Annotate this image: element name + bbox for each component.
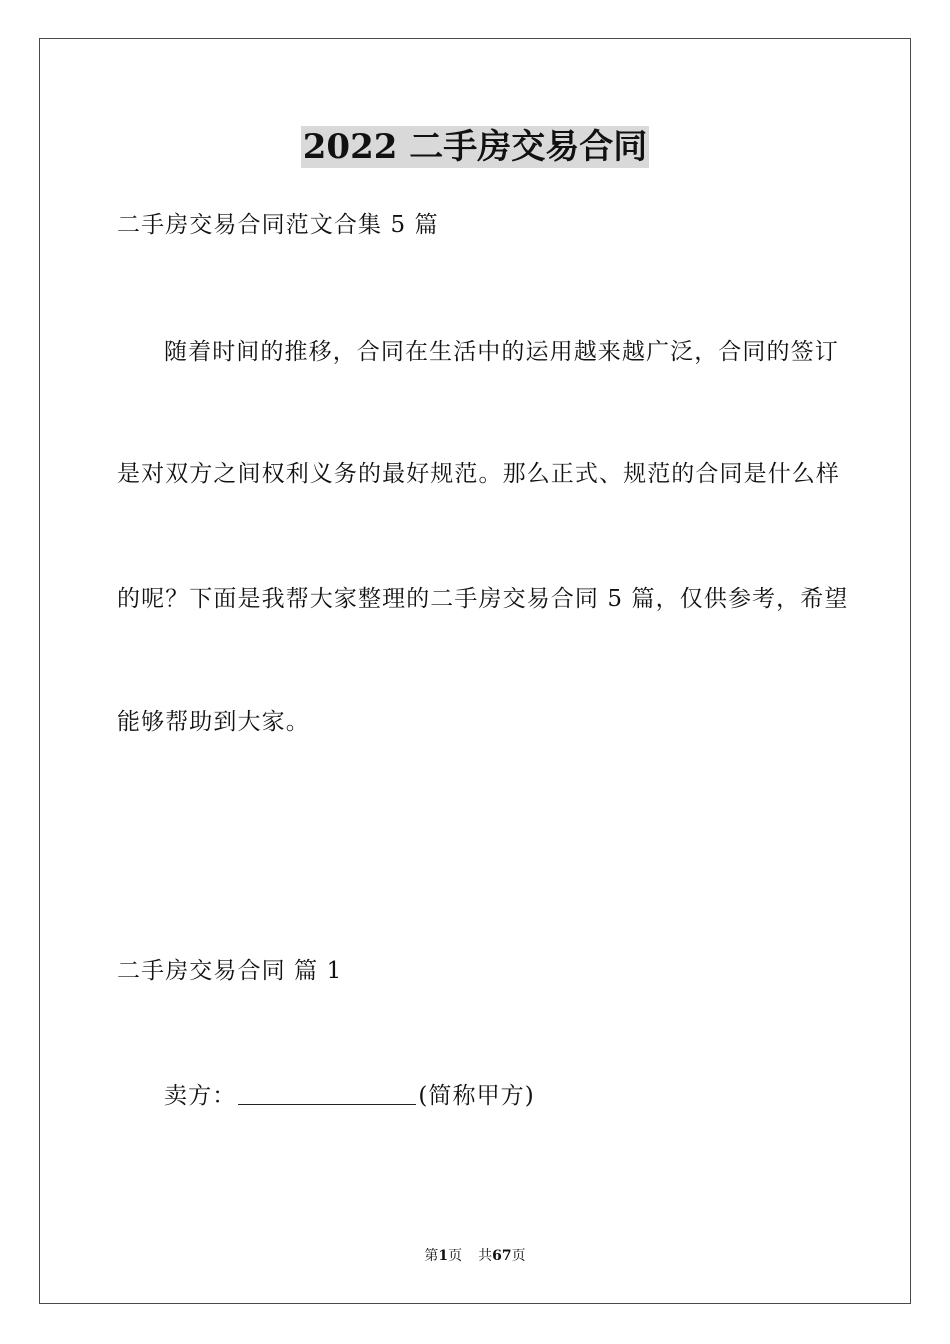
title-container [0,126,950,168]
intro-line-2: 是对双方之间权利义务的最好规范。那么正式、规范的合同是什么样 [117,461,840,487]
seller-name-blank [238,1082,416,1105]
intro-line-4: 能够帮助到大家。 [117,709,310,735]
document-subtitle: 二手房交易合同范文合集 5 篇 [117,212,439,238]
seller-line [164,1081,535,1111]
seller-label: 卖方： [164,1083,237,1109]
footer-page-number: 1 [438,1248,449,1264]
footer-page-mid: 页 [448,1248,463,1264]
section-heading: 二手房交易合同 篇 1 [117,958,343,984]
footer-total-pages: 67 [492,1248,512,1264]
intro-line-1: 随着时间的推移，合同在生活中的运用越来越广泛，合同的签订 [164,339,839,365]
document-title: 2022 二手房交易合同 [302,127,648,167]
footer-total-suffix: 页 [511,1248,526,1264]
page-footer [0,1247,950,1265]
footer-page-prefix: 第 [424,1248,439,1264]
intro-line-3: 的呢？下面是我帮大家整理的二手房交易合同 5 篇，仅供参考，希望 [117,586,849,612]
seller-suffix: (简称甲方) [418,1083,535,1109]
footer-total-prefix: 共 [478,1248,493,1264]
